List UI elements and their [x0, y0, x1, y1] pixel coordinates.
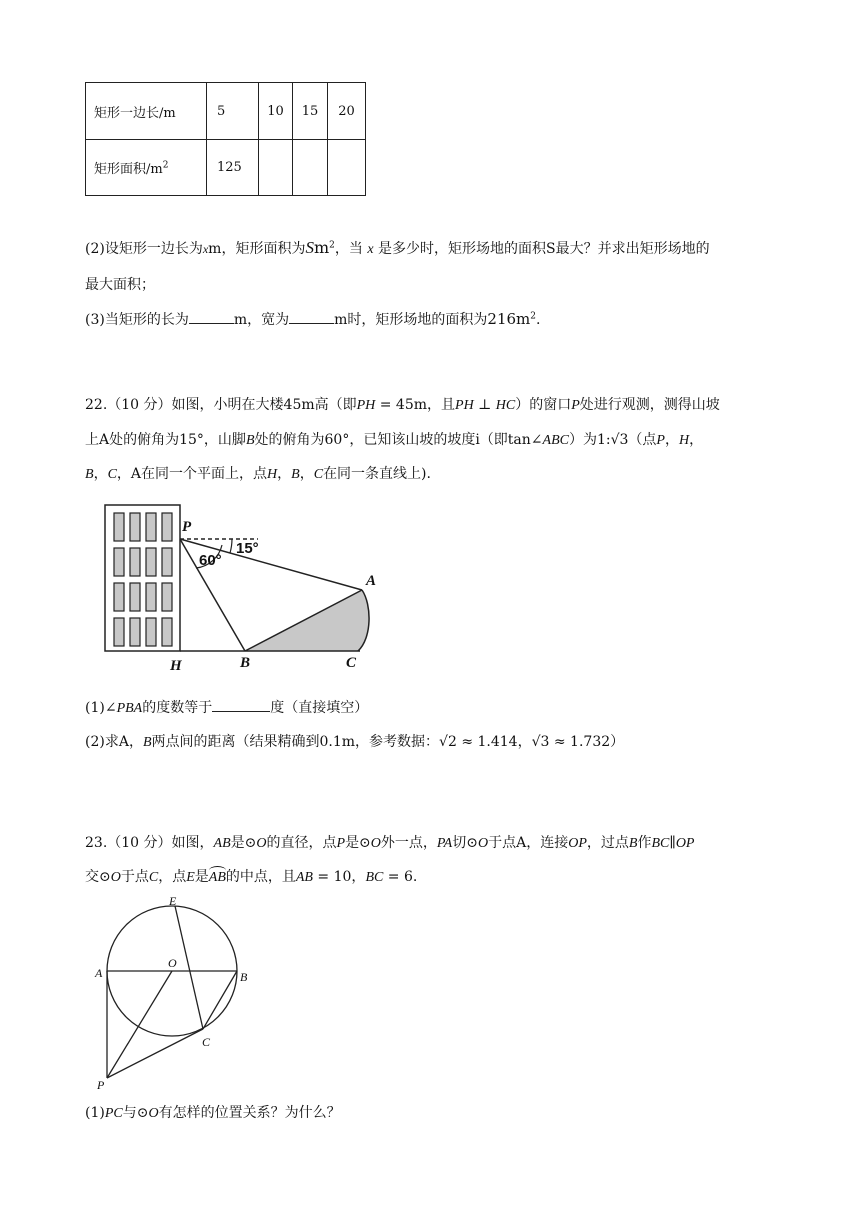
angle-label-60: 60°	[199, 552, 222, 569]
chord-EC	[175, 906, 203, 1029]
table-row-label: 矩形一边长/m	[86, 83, 207, 140]
q22-part1: (1)∠PBA的度数等于 度（直接填空）	[85, 700, 369, 716]
table-row	[86, 140, 366, 196]
table-cell	[293, 140, 328, 196]
point-label-H: H	[170, 658, 182, 674]
q22-line1: 22.（10 分）如图，小明在大楼45m高（即PH = 45m，且PH ⊥ HC）的窗口P处进行观测，测得山坡	[85, 397, 720, 413]
data-table	[85, 82, 366, 196]
q22-part2: (2)求A，B两点间的距离（结果精确到0.1m，参考数据：√2 ≈ 1.414，√3 ≈ 1.732）	[85, 734, 625, 750]
angle-label-15: 15°	[236, 540, 259, 557]
q23-line2: 交⊙O于点C，点E是 AB的中点，且AB = 10，BC = 6.	[85, 866, 417, 886]
point-label-P: P	[182, 519, 192, 535]
table-cell	[259, 140, 293, 196]
table-cell: 15	[293, 83, 328, 140]
q22-line3: B，C，A在同一个平面上，点H，B，C在同一条直线上).	[85, 466, 431, 482]
q23-circle-figure	[85, 895, 275, 1095]
chord-BC	[203, 971, 237, 1029]
q23-part1: (1)PC与⊙O有怎样的位置关系？为什么？	[85, 1105, 341, 1121]
point-label-C: C	[346, 655, 357, 671]
q21-part2-line2: 最大面积；	[85, 277, 155, 293]
table-row-label: 矩形面积$/m^2$	[86, 140, 207, 196]
angle-15-arc	[230, 539, 232, 553]
point-label-A: A	[95, 966, 103, 980]
table-cell: 125	[207, 140, 259, 196]
table-cell: 20	[328, 83, 366, 140]
answer-blank[interactable]	[189, 323, 234, 324]
q21-part2-line1: (2)设矩形一边长为xm，矩形面积为Sm$^2$，当 x 是多少时，矩形场地的面积S最大？并求出矩形场地的	[85, 238, 710, 257]
arc-AB: AB	[209, 870, 226, 886]
point-label-A: A	[366, 573, 377, 589]
point-label-E: E	[169, 895, 177, 908]
table-cell	[328, 140, 366, 196]
building-windows	[114, 513, 172, 646]
table-cell: 10	[259, 83, 293, 140]
point-label-C: C	[202, 1035, 211, 1049]
answer-blank[interactable]	[289, 323, 334, 324]
q23-line1: 23.（10 分）如图，AB是⊙O的直径，点P是⊙O外一点，PA切⊙O于点A，连接OP，过点B作BC∥OP	[85, 835, 695, 851]
answer-blank[interactable]	[212, 711, 270, 712]
table-row	[86, 83, 366, 140]
point-label-B: B	[240, 970, 248, 984]
point-label-B: B	[240, 655, 251, 671]
q22-building-figure	[100, 500, 400, 680]
q22-line2: 上A处的俯角为15°，山脚B处的俯角为60°，已知该山坡的坡度i（即tan∠ABC）为1:√3（点P，H，	[85, 432, 704, 448]
point-label-P: P	[97, 1078, 105, 1092]
point-label-O: O	[168, 956, 177, 970]
q21-part3: (3)当矩形的长为 m，宽为 m时，矩形场地的面积为$216m^2$.	[85, 310, 541, 328]
table-cell: 5	[207, 83, 259, 140]
